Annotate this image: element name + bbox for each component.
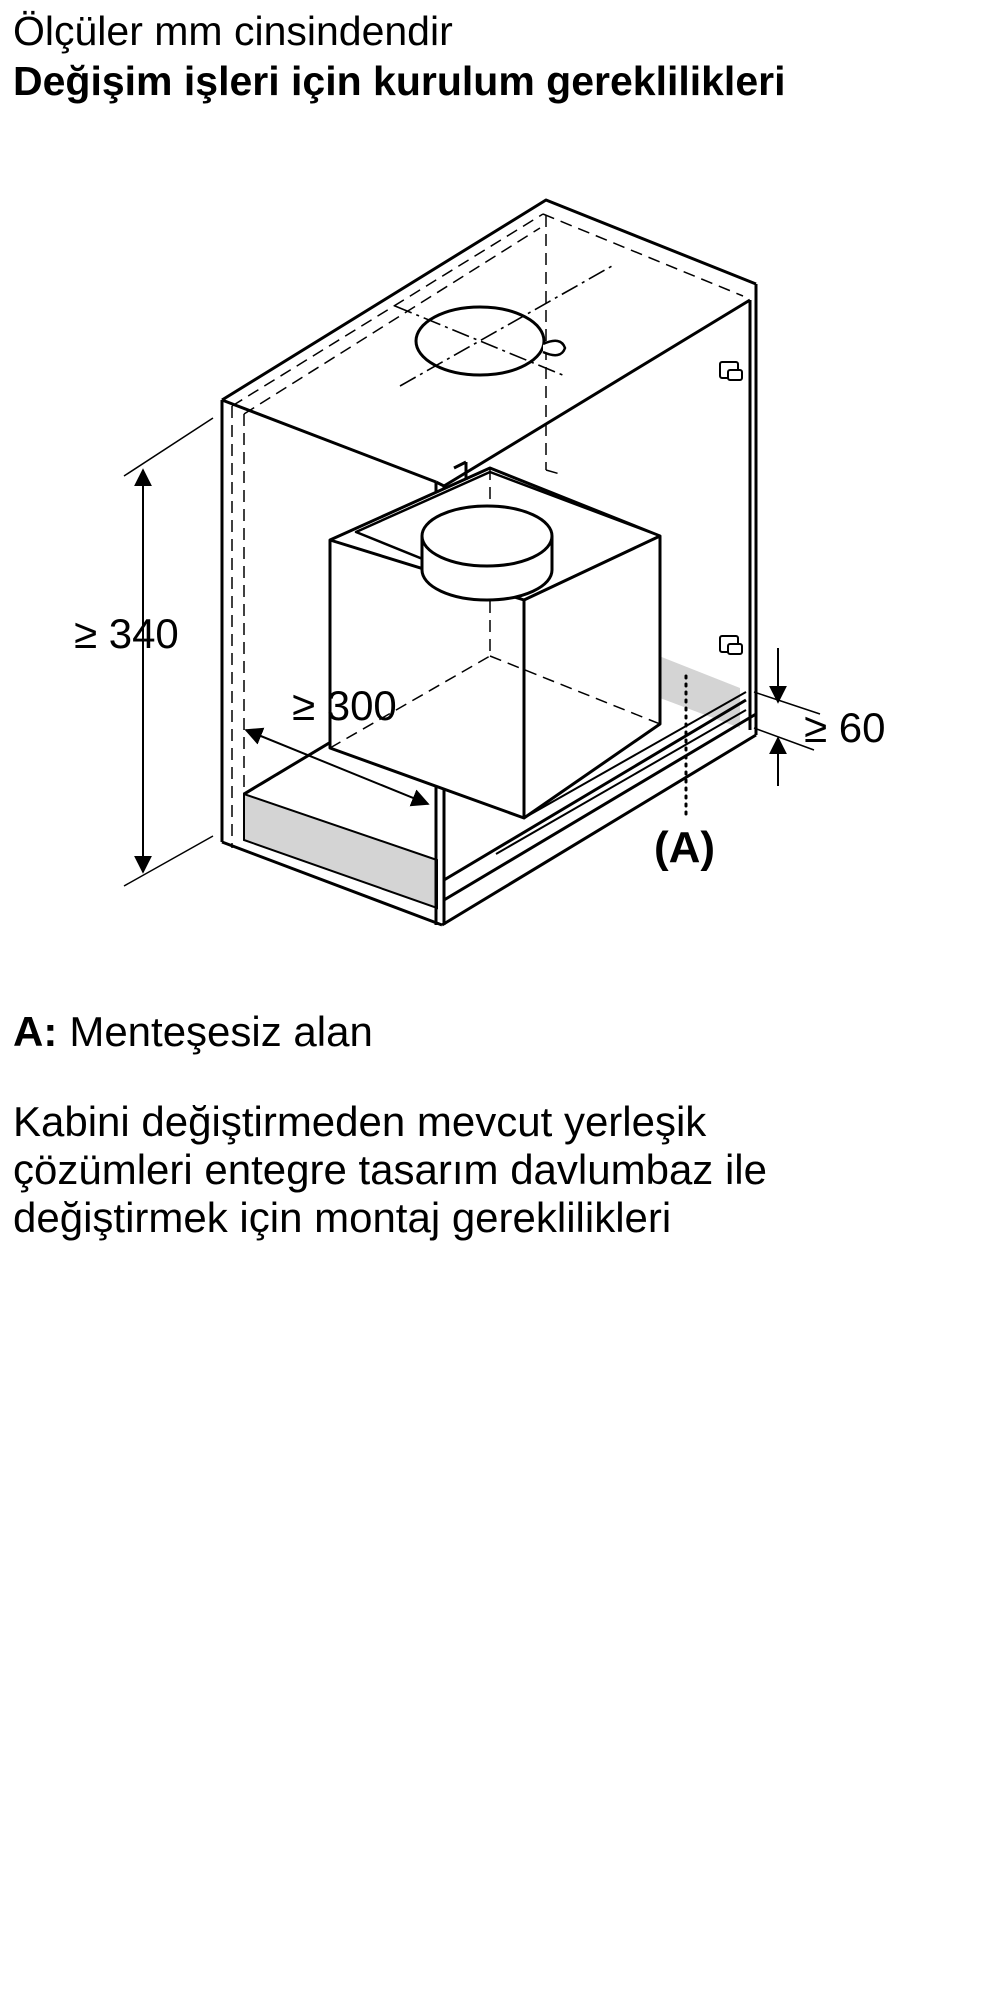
units-note: Ölçüler mm cinsindendir	[13, 8, 453, 54]
description	[13, 1098, 983, 1242]
top-duct-opening	[395, 266, 612, 386]
hinge-bracket-icon	[720, 362, 742, 654]
installation-diagram	[0, 180, 1000, 940]
legend	[13, 1008, 373, 1056]
hinge-free-zone-front	[244, 794, 437, 908]
legend-key: A:	[13, 1008, 58, 1055]
clearance-dimension	[754, 648, 885, 786]
height-dimension	[74, 418, 213, 886]
hood-duct-collar	[422, 506, 552, 600]
height-dimension-label: ≥ 340	[74, 610, 179, 657]
description-line: çözümleri entegre tasarım davlumbaz ile	[13, 1146, 767, 1193]
depth-dimension-label: ≥ 300	[292, 682, 397, 729]
zone-a-label: (A)	[654, 823, 716, 872]
clearance-dimension-label: ≥ 60	[804, 704, 886, 751]
legend-text: Menteşesiz alan	[69, 1008, 373, 1055]
page-title: Değişim işleri için kurulum gereklilikleri	[13, 58, 786, 104]
description-line: Kabini değiştirmeden mevcut yerleşik	[13, 1098, 707, 1145]
description-line: değiştirmek için montaj gereklilikleri	[13, 1194, 672, 1241]
